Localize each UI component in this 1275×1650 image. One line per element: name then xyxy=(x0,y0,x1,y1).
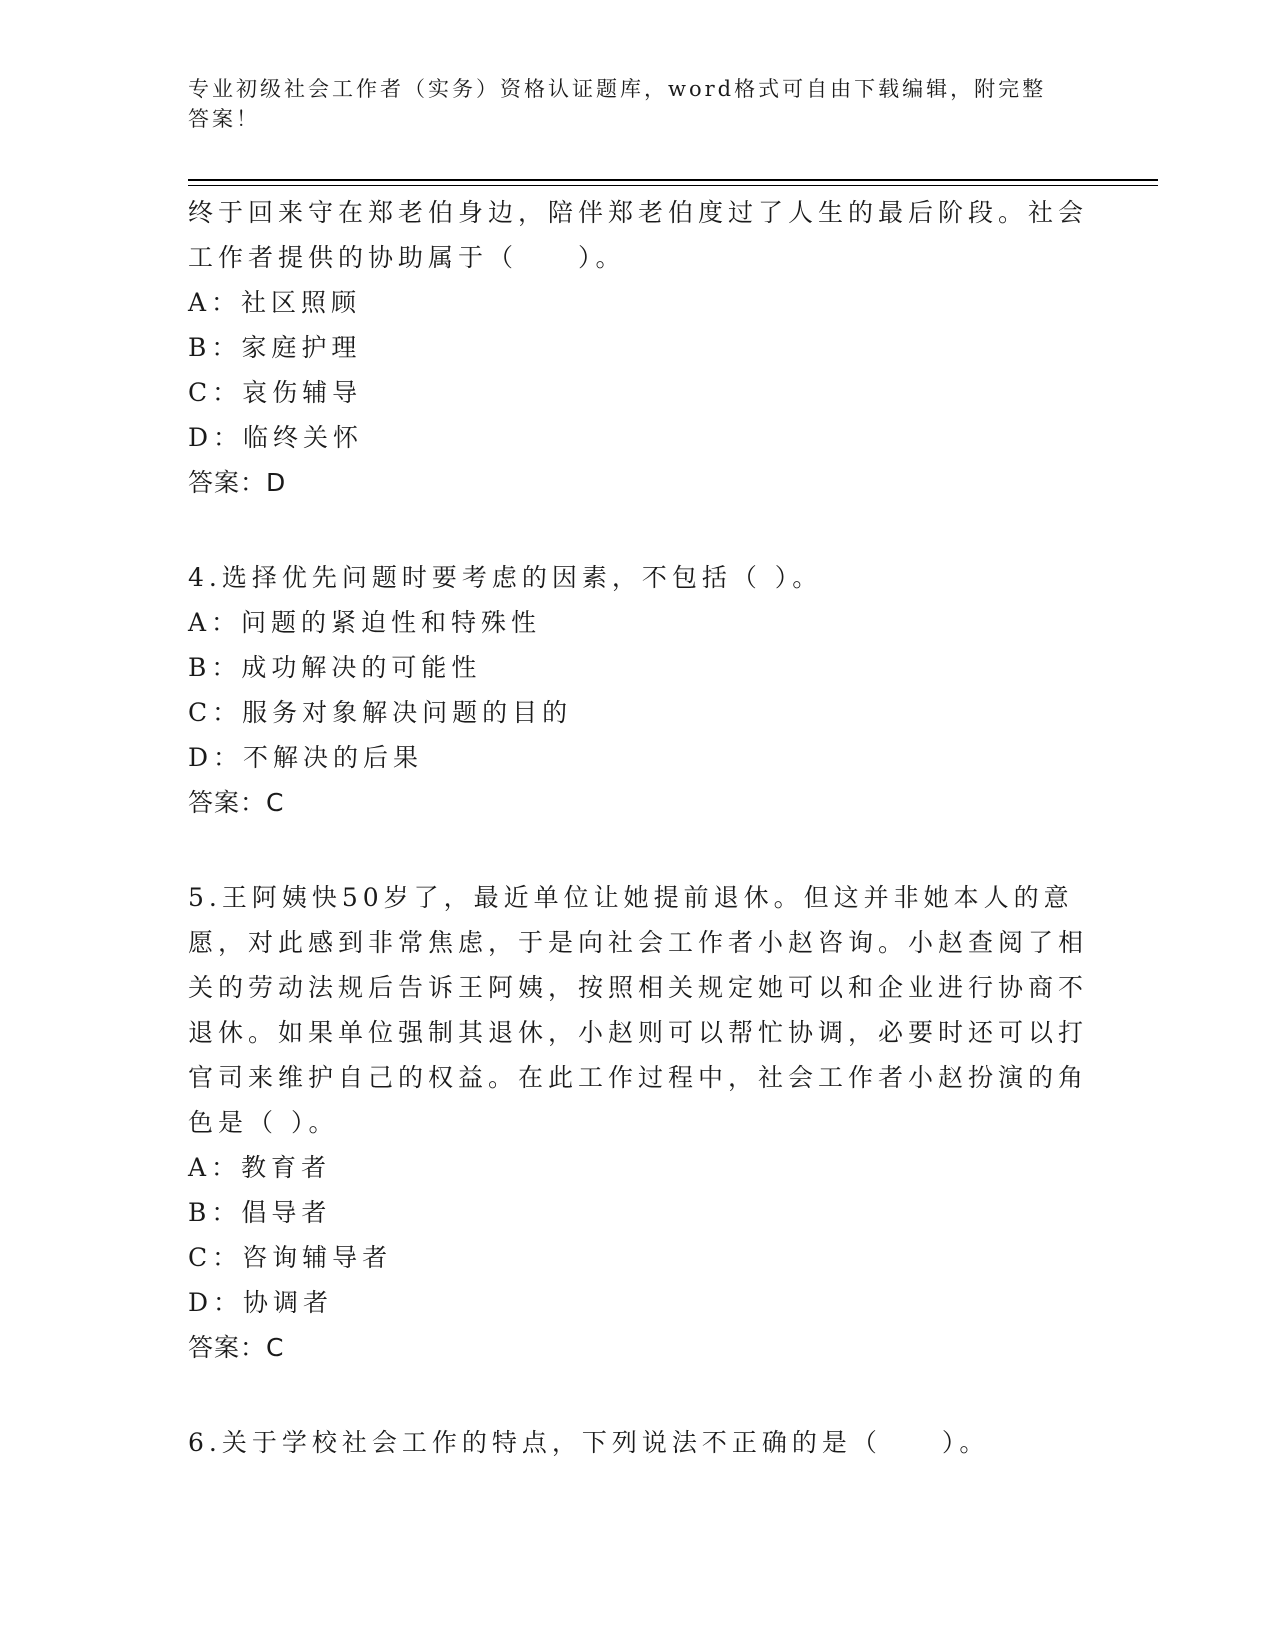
header-rule-thick xyxy=(188,179,1158,181)
option-a: A：问题的紧迫性和特殊性 xyxy=(188,608,542,637)
header-rule-thin xyxy=(188,185,1158,186)
question-block xyxy=(188,1420,1088,1465)
question-stem: 6.关于学校社会工作的特点，下列说法不正确的是（ ）。 xyxy=(188,1428,990,1457)
option-b: B：倡导者 xyxy=(188,1198,332,1227)
option-c: C：哀伤辅导 xyxy=(188,378,363,407)
option-c: C：服务对象解决问题的目的 xyxy=(188,698,573,727)
answer-line: 答案：C xyxy=(188,788,285,817)
question-stem: 5.王阿姨快50岁了，最近单位让她提前退休。但这并非她本人的意愿，对此感到非常焦虑，于是向社会工作者小赵咨询。小赵查阅了相关的劳动法规后告诉王阿姨，按照相关规定她可以和企业进行协商不退休。如果单位强制其退休，小赵则可以帮忙协调，必要时还可以打官司来维护自己的权益。在此工作过程中，社会工作者小赵扮演的角色是（ ）。 xyxy=(188,883,1089,1137)
question-gap xyxy=(188,826,1088,875)
option-d: D：不解决的后果 xyxy=(188,743,424,772)
question-stem: 终于回来守在郑老伯身边，陪伴郑老伯度过了人生的最后阶段。社会工作者提供的协助属于（ ）。 xyxy=(188,198,1089,272)
option-c: C：咨询辅导者 xyxy=(188,1243,393,1272)
question-block xyxy=(188,555,1088,826)
option-d: D：协调者 xyxy=(188,1288,334,1317)
question-list xyxy=(188,190,1088,1465)
page-header: 专业初级社会工作者（实务）资格认证题库，word格式可自由下载编辑，附完整答案！ xyxy=(188,77,1047,131)
answer-line: 答案：D xyxy=(188,468,287,497)
question-block xyxy=(188,190,1088,506)
option-a: A：教育者 xyxy=(188,1153,332,1182)
question-gap xyxy=(188,506,1088,555)
option-b: B：成功解决的可能性 xyxy=(188,653,482,682)
question-block xyxy=(188,875,1088,1371)
option-a: A：社区照顾 xyxy=(188,288,362,317)
option-b: B：家庭护理 xyxy=(188,333,362,362)
question-stem: 4.选择优先问题时要考虑的因素，不包括（ ）。 xyxy=(188,563,823,592)
question-gap xyxy=(188,1371,1088,1420)
option-d: D：临终关怀 xyxy=(188,423,364,452)
answer-line: 答案：C xyxy=(188,1333,285,1362)
